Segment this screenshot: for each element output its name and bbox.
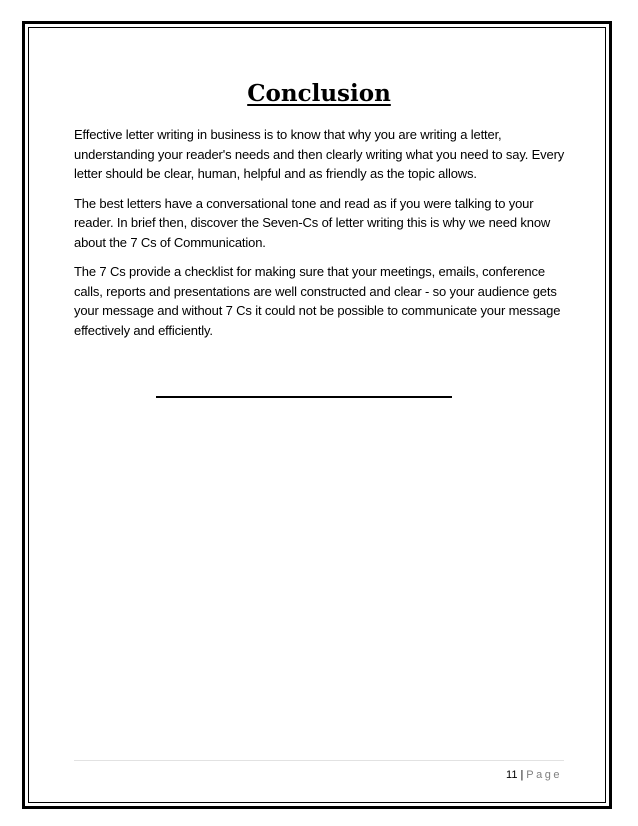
page-footer — [506, 769, 562, 781]
paragraph-3: The 7 Cs provide a checklist for making sure that your meetings, emails, conference calls, reports and presentations are well constructed and clear - so your audience gets your message and without 7 Cs it could not be possible to communicate your message effectively and efficiently. — [74, 264, 561, 338]
paragraph-1: Effective letter writing in business is to know that why you are writing a letter, understanding your reader's needs and then clearly writing what you need to say. Every letter should be clear, human, helpful and as friendly as the topic allows. — [74, 127, 565, 181]
document-body — [74, 125, 574, 350]
page-title: Conclusion — [247, 80, 391, 107]
separator-line — [156, 396, 452, 398]
page-number: 11 — [506, 769, 518, 781]
page-label: Page — [526, 769, 562, 781]
footer-rule — [74, 760, 564, 761]
paragraph-2: The best letters have a conversational tone and read as if you were talking to your reader. In brief then, discover the Seven-Cs of letter writing this is why we need know about the 7 Cs of Communication. — [74, 195, 551, 250]
footer-separator: | — [520, 769, 524, 781]
